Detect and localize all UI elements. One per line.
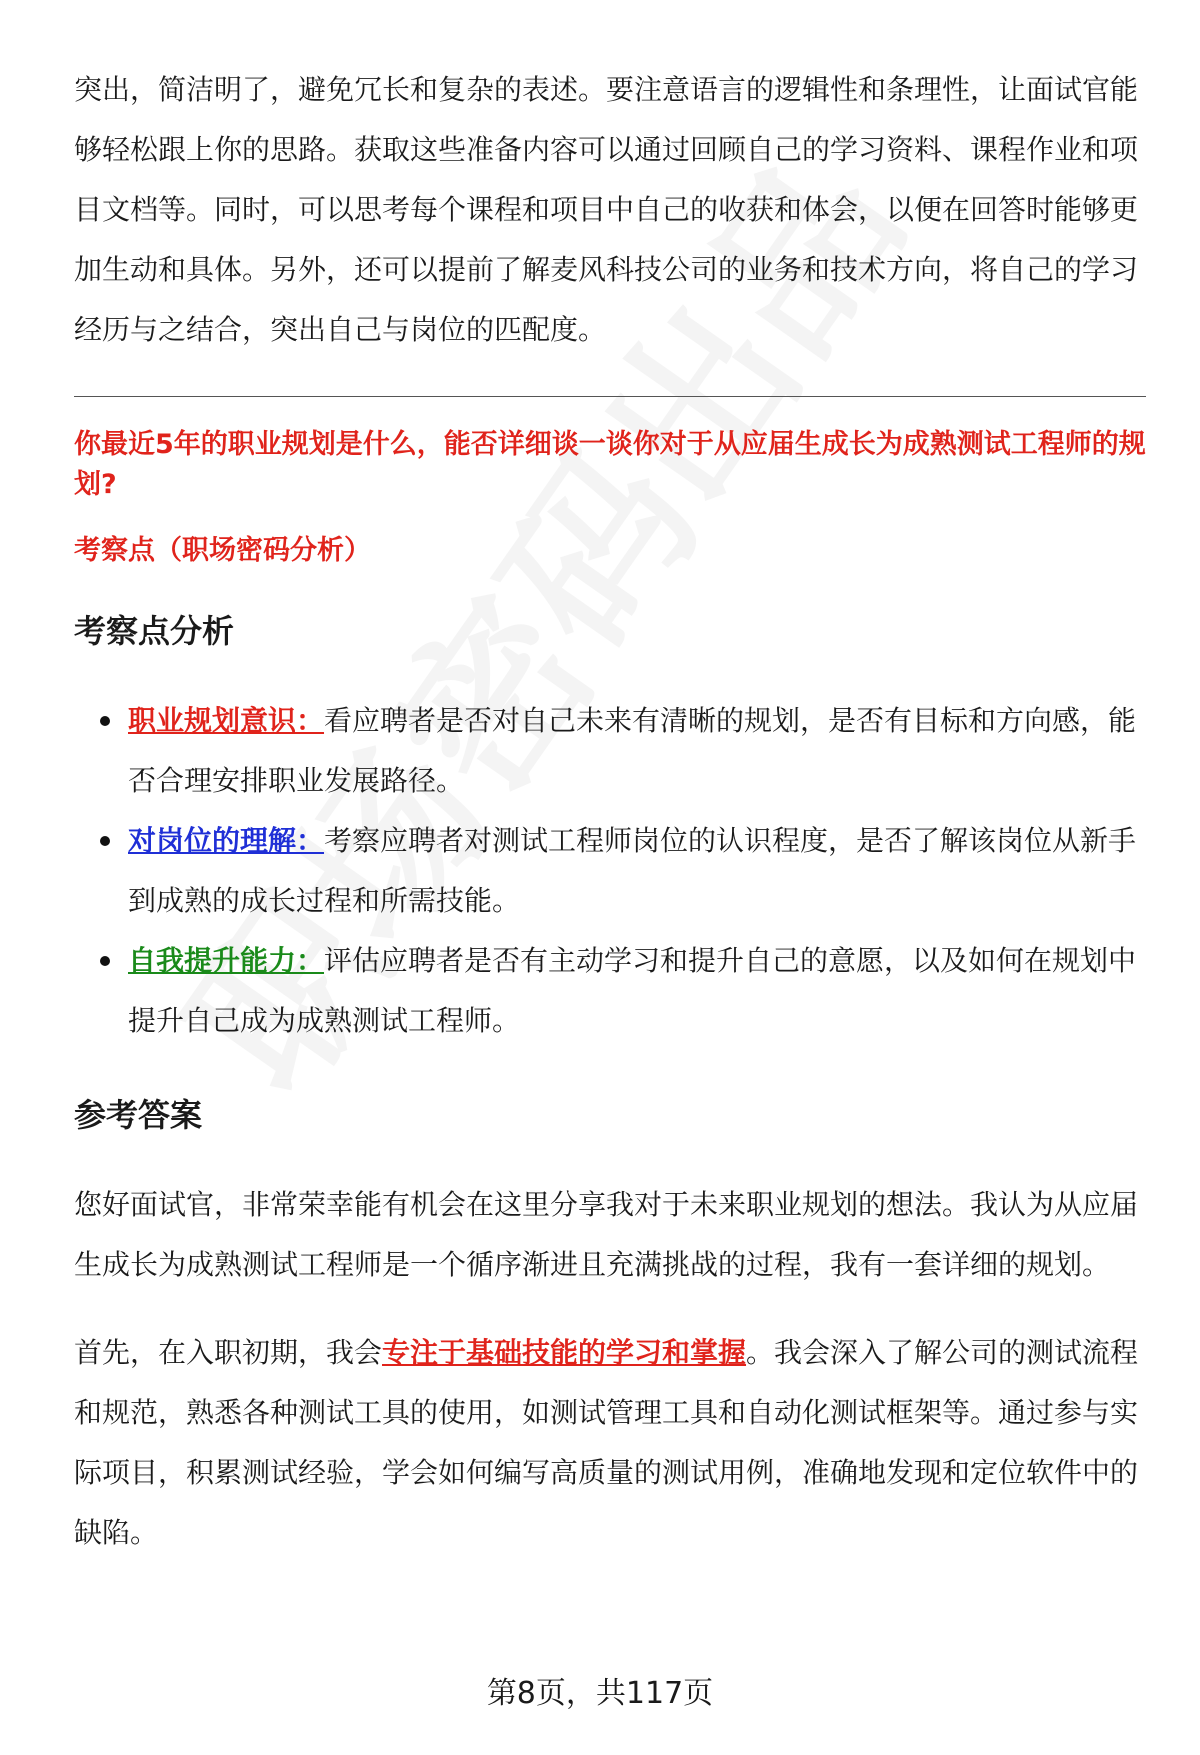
bullet-icon bbox=[100, 836, 110, 846]
answer-paragraph-1: 您好面试官，非常荣幸能有机会在这里分享我对于未来职业规划的想法。我认为从应届生成长为成熟测试工程师是一个循序渐进且充满挑战的过程，我有一套详细的规划。 bbox=[74, 1188, 1139, 1281]
analysis-heading: 考察点分析 bbox=[74, 612, 235, 650]
answer-paragraph-2-suffix: 。我会深入了解公司的测试流程和规范，熟悉各种测试工具的使用，如测试管理工具和自动化测试框架等。通过参与实际项目，积累测试经验，学会如何编写高质量的测试用例，准确地发现和定位软件中的缺陷。 bbox=[74, 1336, 1139, 1549]
page-content bbox=[74, 60, 1146, 1563]
point-keyword: 自我提升能力： bbox=[128, 944, 325, 977]
answer-heading: 参考答案 bbox=[74, 1096, 203, 1134]
point-text: 评估应聘者是否有主动学习和提升自己的意愿，以及如何在规划中提升自己成为成熟测试工程师。 bbox=[128, 944, 1137, 1037]
bullet-icon bbox=[100, 956, 110, 966]
point-text: 考察应聘者对测试工程师岗位的认识程度，是否了解该岗位从新手到成熟的成长过程和所需技能。 bbox=[128, 824, 1137, 917]
point-text: 看应聘者是否对自己未来有清晰的规划，是否有目标和方向感，能否合理安排职业发展路径。 bbox=[128, 704, 1137, 797]
answer-paragraph-2 bbox=[74, 1323, 1146, 1563]
point-keyword: 职业规划意识： bbox=[128, 704, 325, 737]
bullet-icon bbox=[100, 716, 110, 726]
point-keyword: 对岗位的理解： bbox=[128, 824, 325, 857]
analysis-points bbox=[74, 691, 1146, 1051]
page-number: 第8页，共117页 bbox=[486, 1676, 714, 1711]
focus-label: 考察点（职场密码分析） bbox=[74, 535, 371, 566]
list-item bbox=[74, 811, 1146, 931]
interview-question: 你最近5年的职业规划是什么，能否详细谈一谈你对于从应届生成长为成熟测试工程师的规划? bbox=[74, 429, 1146, 500]
answer-highlight: 专注于基础技能的学习和掌握 bbox=[382, 1336, 747, 1369]
intro-paragraph: 突出，简洁明了，避免冗长和复杂的表述。要注意语言的逻辑性和条理性，让面试官能够轻松跟上你的思路。获取这些准备内容可以通过回顾自己的学习资料、课程作业和项目文档等。同时，可以思考每个课程和项目中自己的收获和体会，以便在回答时能够更加生动和具体。另外，还可以提前了解麦风科技公司的业务和技术方向，将自己的学习经历与之结合，突出自己与岗位的匹配度。 bbox=[74, 73, 1139, 346]
list-item bbox=[74, 931, 1146, 1051]
section-divider bbox=[74, 396, 1146, 397]
list-item bbox=[74, 691, 1146, 811]
answer-paragraph-2-prefix: 首先，在入职初期，我会 bbox=[74, 1336, 383, 1369]
